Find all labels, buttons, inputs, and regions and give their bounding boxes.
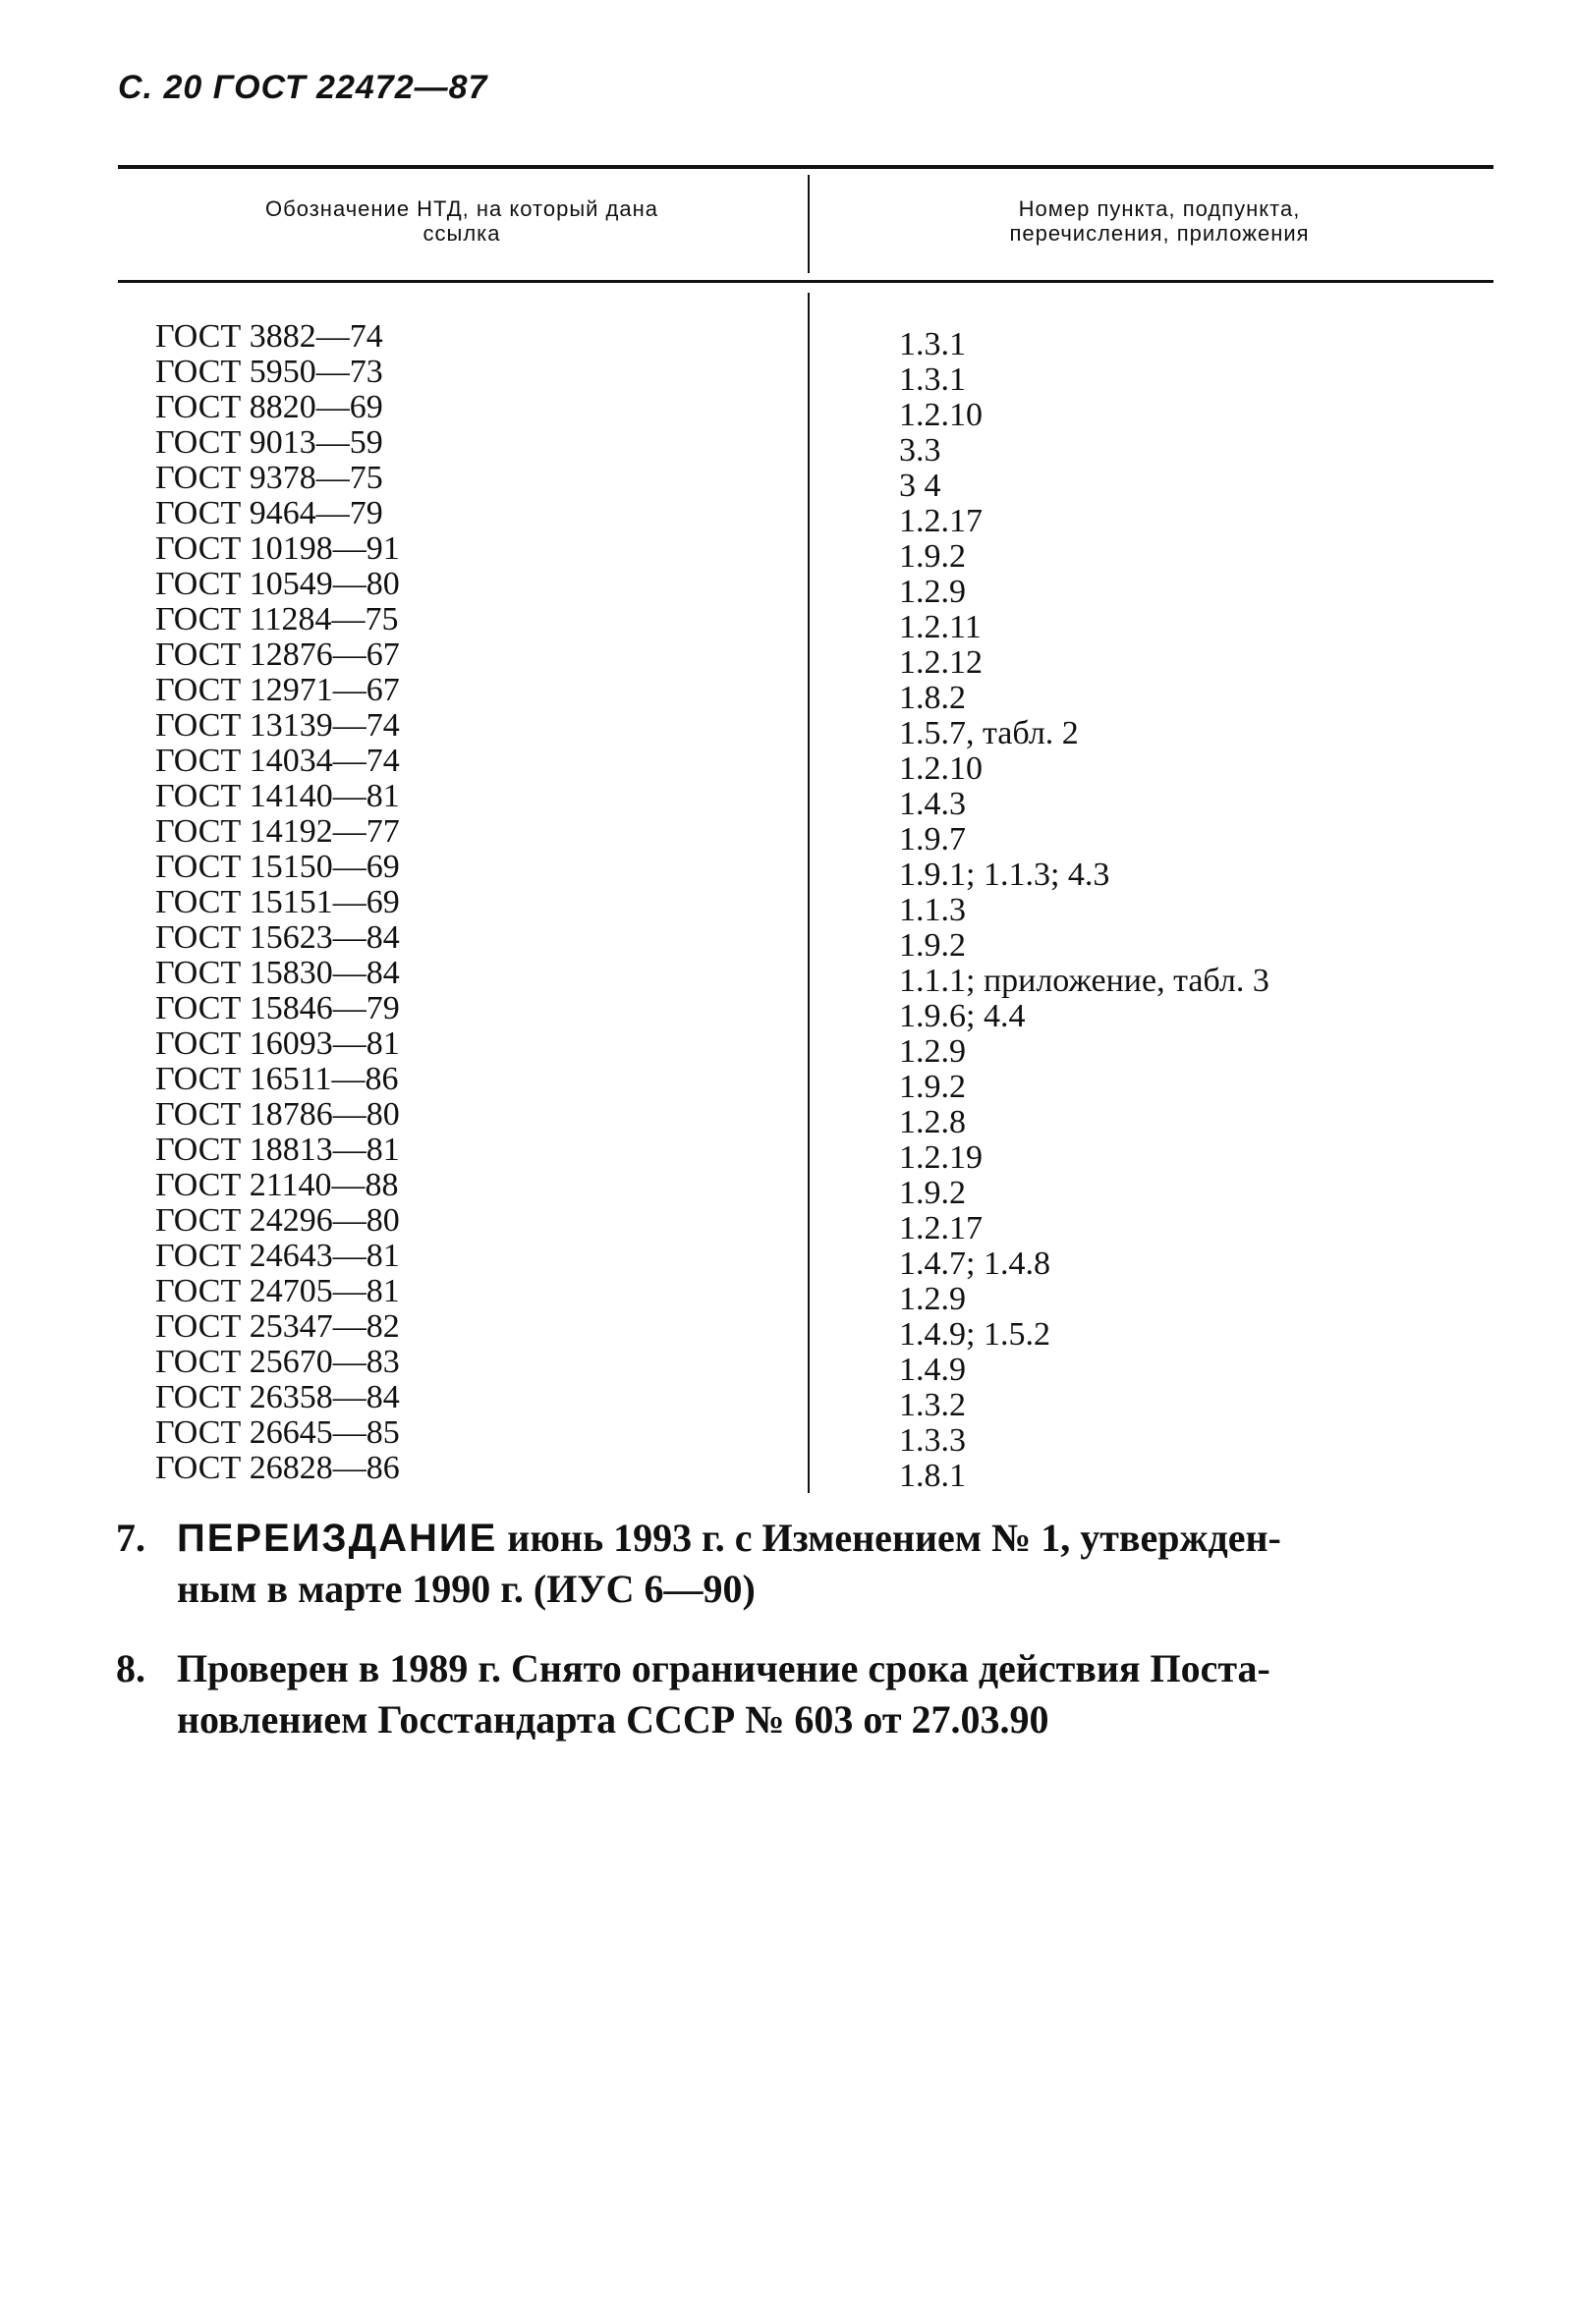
table-row-document: ГОСТ 24705—81 — [155, 1273, 400, 1309]
table-row-reference: 1.9.2 — [899, 538, 966, 575]
table-row-reference: 1.8.1 — [899, 1458, 966, 1494]
table-row-reference: 1.5.7, табл. 2 — [899, 715, 1079, 751]
table-body-divider — [808, 293, 810, 1493]
table-row-reference: 1.9.7 — [899, 821, 966, 858]
table-row-reference: 1.4.9; 1.5.2 — [899, 1316, 1050, 1353]
table-row-document: ГОСТ 25670—83 — [155, 1344, 400, 1380]
table-row-document: ГОСТ 14192—77 — [155, 813, 400, 850]
table-row-document: ГОСТ 10198—91 — [155, 530, 400, 567]
column-header-document-line-1: Обозначение НТД, на который дана — [265, 196, 658, 221]
table-row-reference: 1.9.2 — [899, 1175, 966, 1211]
table-row-document: ГОСТ 12971—67 — [155, 672, 400, 708]
page-header: С. 20 ГОСТ 22472—87 — [118, 69, 488, 106]
note-8-number: 8. — [116, 1646, 145, 1690]
table-header-divider — [808, 175, 810, 273]
note-7-number: 7. — [116, 1516, 145, 1560]
note-8-line-2: новлением Госстандарта СССР № 603 от 27.03.90 — [177, 1697, 1049, 1742]
table-row-document: ГОСТ 15846—79 — [155, 990, 400, 1026]
table-row-document: ГОСТ 9013—59 — [155, 424, 383, 461]
column-header-document-line-2: ссылка — [422, 221, 501, 246]
reference-list — [899, 327, 1489, 1494]
table-row-document: ГОСТ 26358—84 — [155, 1379, 400, 1415]
table-row-reference: 1.2.19 — [899, 1139, 983, 1176]
table-row-reference: 1.9.1; 1.1.3; 4.3 — [899, 857, 1110, 893]
table-row-reference: 1.2.10 — [899, 397, 983, 433]
table-row-reference: 1.9.6; 4.4 — [899, 998, 1026, 1034]
table-row-document: ГОСТ 10549—80 — [155, 566, 400, 602]
table-row-reference: 1.8.2 — [899, 680, 966, 716]
table-row-reference: 1.4.3 — [899, 786, 966, 822]
table-row-reference: 1.3.1 — [899, 326, 966, 362]
table-row-document: ГОСТ 24643—81 — [155, 1238, 400, 1274]
table-row-document: ГОСТ 26828—86 — [155, 1450, 400, 1486]
table-row-reference: 1.2.8 — [899, 1104, 966, 1140]
column-header-reference-line-2: перечисления, приложения — [1009, 221, 1310, 246]
table-row-document: ГОСТ 8820—69 — [155, 389, 383, 425]
table-row-reference: 1.2.17 — [899, 503, 983, 539]
note-8-line-1: Проверен в 1989 г. Снято ограничение срока действия Поста- — [177, 1646, 1270, 1690]
table-row-reference: 1.2.9 — [899, 1033, 966, 1070]
table-row-document: ГОСТ 14034—74 — [155, 743, 400, 779]
table-row-document: ГОСТ 14140—81 — [155, 778, 400, 814]
table-row-document: ГОСТ 16511—86 — [155, 1061, 399, 1097]
note-7-line-2: ным в марте 1990 г. (ИУС 6—90) — [177, 1567, 756, 1611]
table-row-document: ГОСТ 24296—80 — [155, 1202, 400, 1239]
table-row-reference: 1.3.1 — [899, 361, 966, 398]
table-row-document: ГОСТ 25347—82 — [155, 1308, 400, 1345]
table-row-reference: 1.2.12 — [899, 644, 983, 681]
note-7 — [116, 1513, 1492, 1615]
table-row-document: ГОСТ 11284—75 — [155, 601, 399, 637]
column-header-document — [138, 196, 786, 246]
table-row-reference: 1.1.3 — [899, 892, 966, 928]
table-header-rule — [118, 280, 1493, 283]
note-7-lead: ПЕРЕИЗДАНИЕ — [177, 1517, 498, 1560]
table-row-document: ГОСТ 9464—79 — [155, 495, 383, 531]
table-row-document: ГОСТ 15623—84 — [155, 919, 400, 956]
table-row-document: ГОСТ 9378—75 — [155, 460, 383, 496]
table-row-document: ГОСТ 21140—88 — [155, 1167, 399, 1203]
column-header-reference — [855, 196, 1464, 246]
table-row-reference: 1.4.7; 1.4.8 — [899, 1245, 1050, 1282]
table-row-document: ГОСТ 13139—74 — [155, 707, 400, 744]
table-top-rule — [118, 165, 1493, 169]
note-8 — [116, 1643, 1492, 1745]
table-row-reference: 1.2.17 — [899, 1210, 983, 1246]
table-row-document: ГОСТ 3882—74 — [155, 318, 383, 355]
document-list — [155, 319, 764, 1486]
column-header-reference-line-1: Номер пункта, подпункта, — [1018, 196, 1301, 221]
table-row-document: ГОСТ 15830—84 — [155, 955, 400, 991]
table-row-reference: 1.2.10 — [899, 750, 983, 787]
table-row-document: ГОСТ 15150—69 — [155, 849, 400, 885]
table-row-document: ГОСТ 5950—73 — [155, 354, 383, 390]
table-row-document: ГОСТ 15151—69 — [155, 884, 400, 920]
table-row-reference: 1.1.1; приложение, табл. 3 — [899, 963, 1269, 999]
note-7-line-1: июнь 1993 г. с Изменением № 1, утвержден- — [507, 1516, 1281, 1560]
table-row-reference: 3.3 — [899, 432, 941, 469]
table-row-document: ГОСТ 16093—81 — [155, 1025, 400, 1062]
table-row-reference: 1.9.2 — [899, 927, 966, 964]
table-row-document: ГОСТ 18813—81 — [155, 1132, 400, 1168]
table-row-reference: 1.2.11 — [899, 609, 982, 645]
table-row-reference: 1.9.2 — [899, 1069, 966, 1105]
table-row-reference: 1.2.9 — [899, 574, 966, 610]
table-row-reference: 1.3.2 — [899, 1387, 966, 1423]
table-row-reference: 1.3.3 — [899, 1422, 966, 1459]
table-row-reference: 1.2.9 — [899, 1281, 966, 1317]
table-row-reference: 1.4.9 — [899, 1352, 966, 1388]
table-row-reference: 3 4 — [899, 468, 941, 504]
table-row-document: ГОСТ 18786—80 — [155, 1096, 400, 1133]
table-row-document: ГОСТ 26645—85 — [155, 1414, 400, 1451]
table-row-document: ГОСТ 12876—67 — [155, 636, 400, 673]
